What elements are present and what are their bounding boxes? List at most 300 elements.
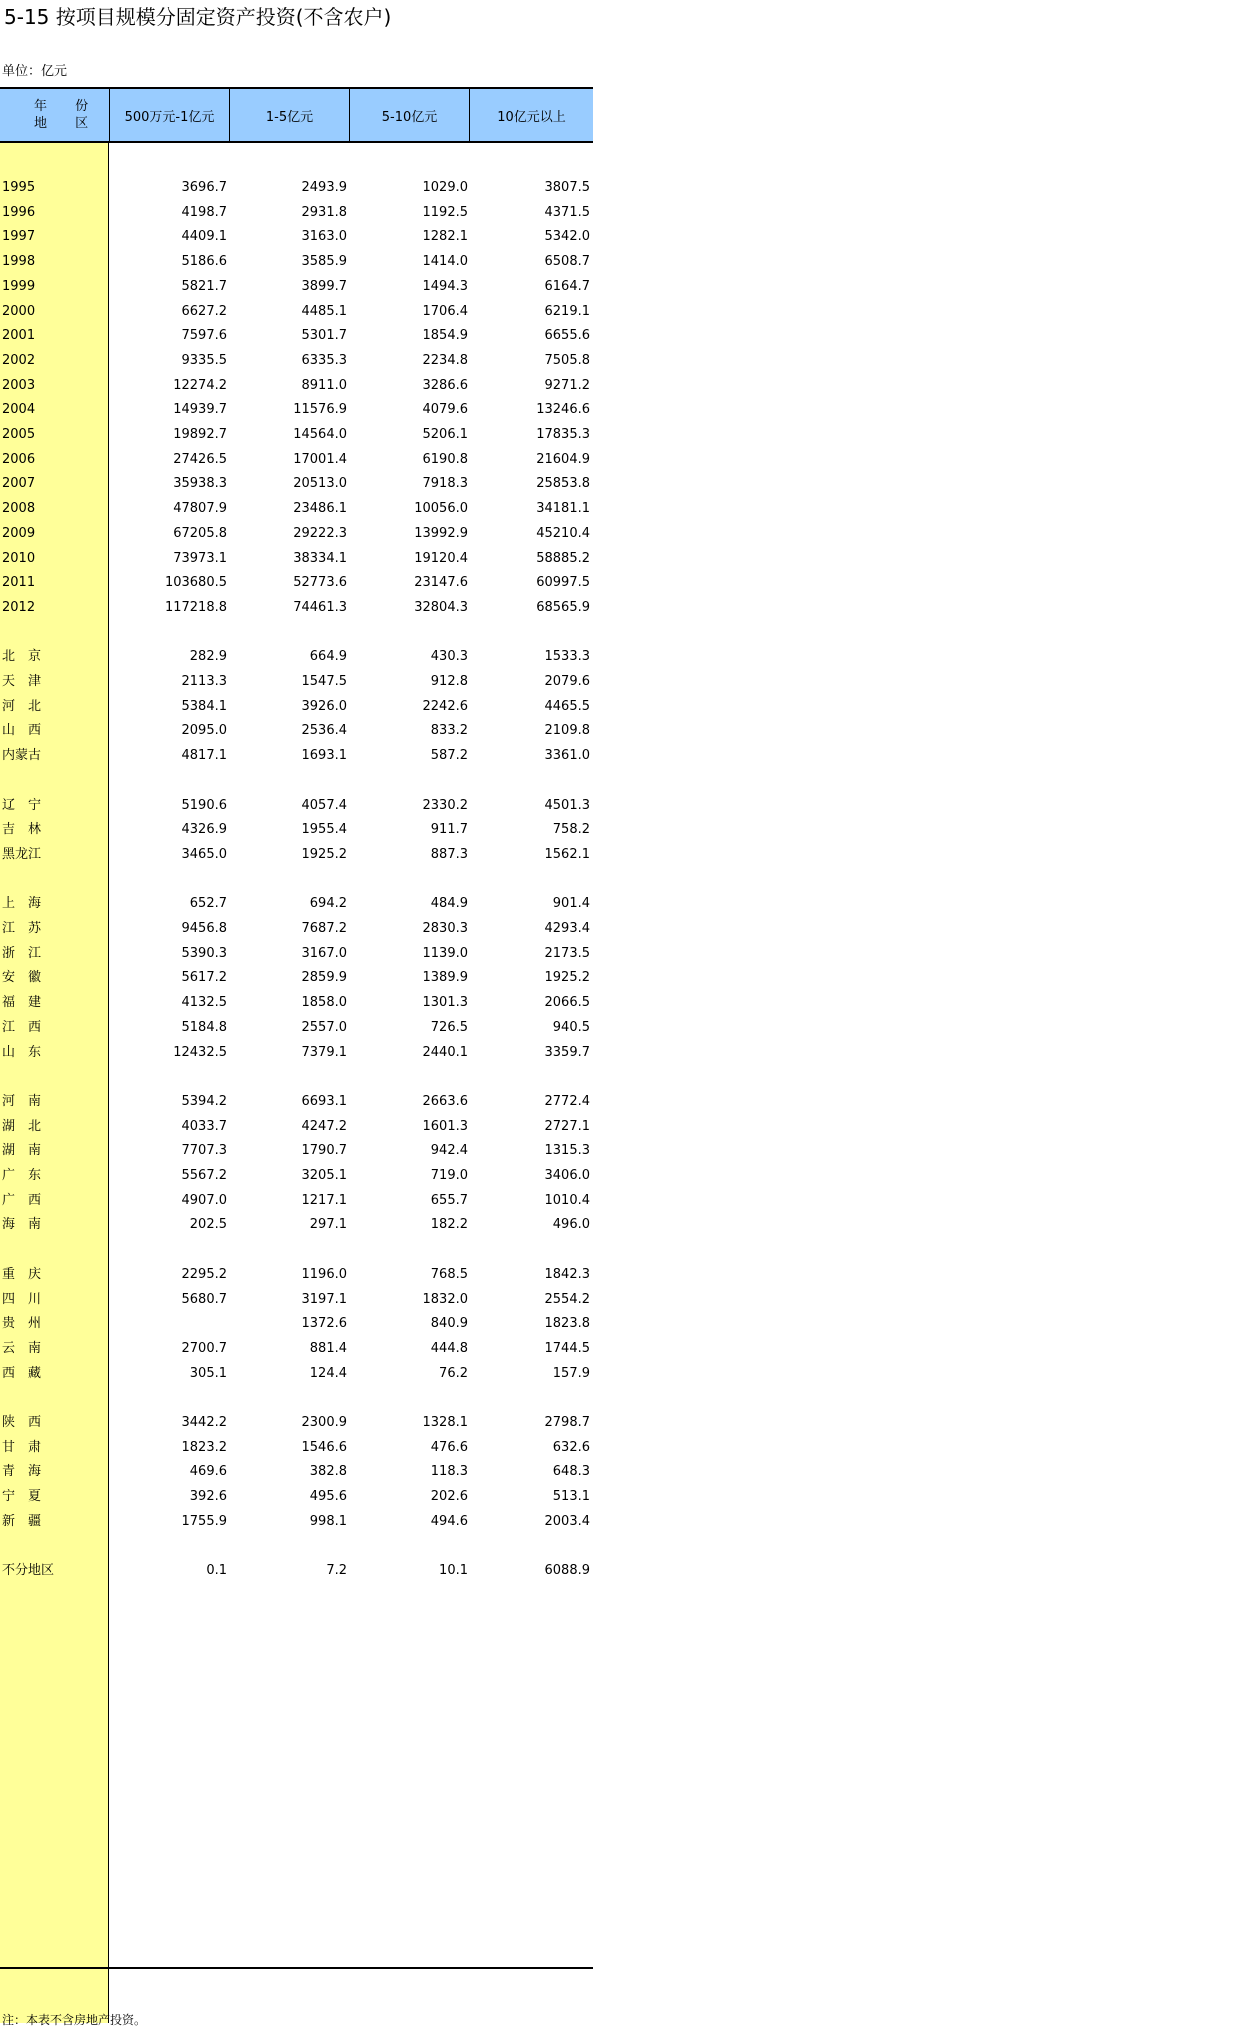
row-label: 2000 [2, 304, 36, 319]
cell-value: 1315.3 [544, 1143, 590, 1158]
cell-value: 469.6 [189, 1464, 227, 1479]
cell-value: 1562.1 [544, 847, 590, 862]
cell-value: 5206.1 [422, 427, 468, 442]
cell-value: 103680.5 [164, 575, 227, 590]
table-row [0, 376, 593, 396]
cell-value: 8911.0 [301, 378, 347, 393]
row-label: 2010 [2, 551, 36, 566]
cell-value: 10056.0 [414, 501, 468, 516]
cell-value: 2066.5 [544, 995, 590, 1010]
cell-value: 58885.2 [536, 551, 590, 566]
cell-value: 157.9 [552, 1366, 590, 1381]
table-body [0, 143, 593, 2023]
cell-value: 998.1 [309, 1514, 347, 1529]
cell-value: 1372.6 [301, 1316, 347, 1331]
cell-value: 1925.2 [301, 847, 347, 862]
cell-value: 496.0 [552, 1217, 590, 1232]
cell-value: 768.5 [430, 1267, 468, 1282]
cell-value: 4371.5 [544, 205, 590, 220]
cell-value: 5186.6 [181, 254, 227, 269]
cell-value: 840.9 [430, 1316, 468, 1331]
table-row [0, 1166, 593, 1186]
table-row [0, 1290, 593, 1310]
cell-value: 3163.0 [301, 229, 347, 244]
cell-value: 1029.0 [422, 180, 468, 195]
table-row [0, 178, 593, 198]
cell-value: 7505.8 [544, 353, 590, 368]
cell-value: 1196.0 [301, 1267, 347, 1282]
cell-value: 758.2 [552, 822, 590, 837]
cell-value: 2493.9 [301, 180, 347, 195]
cell-value: 1282.1 [422, 229, 468, 244]
row-label: 江 西 [2, 1020, 42, 1035]
table-row [0, 1141, 593, 1161]
cell-value: 3696.7 [181, 180, 227, 195]
cell-value: 940.5 [552, 1020, 590, 1035]
cell-value: 12432.5 [173, 1045, 227, 1060]
row-label: 广 西 [2, 1193, 42, 1208]
cell-value: 5821.7 [181, 279, 227, 294]
table-row [0, 400, 593, 420]
cell-value: 12274.2 [173, 378, 227, 393]
row-label: 1997 [2, 229, 36, 244]
table-row [0, 1561, 593, 1581]
cell-value: 1858.0 [301, 995, 347, 1010]
cell-value: 3167.0 [301, 946, 347, 961]
cell-value: 23486.1 [293, 501, 347, 516]
cell-value: 34181.1 [536, 501, 590, 516]
cell-value: 6219.1 [544, 304, 590, 319]
table-row [0, 573, 593, 593]
cell-value: 45210.4 [536, 526, 590, 541]
table-row [0, 721, 593, 741]
cell-value: 1706.4 [422, 304, 468, 319]
table-bottom-rule [0, 1967, 593, 1969]
cell-value: 25853.8 [536, 476, 590, 491]
table-row [0, 746, 593, 766]
row-label: 内蒙古 [2, 748, 42, 763]
cell-value: 648.3 [552, 1464, 590, 1479]
cell-value: 4501.3 [544, 798, 590, 813]
row-label: 2005 [2, 427, 36, 442]
cell-value: 20513.0 [293, 476, 347, 491]
cell-value: 1533.3 [544, 649, 590, 664]
table-row [0, 968, 593, 988]
table-row [0, 227, 593, 247]
cell-value: 942.4 [430, 1143, 468, 1158]
table-row [0, 425, 593, 445]
row-label: 宁 夏 [2, 1489, 42, 1504]
table-row [0, 1462, 593, 1482]
row-label: 2011 [2, 575, 36, 590]
table-row [0, 647, 593, 667]
row-label: 北 京 [2, 649, 42, 664]
cell-value: 13246.6 [536, 402, 590, 417]
row-label: 山 东 [2, 1045, 42, 1060]
cell-value: 5567.2 [181, 1168, 227, 1183]
cell-value: 4198.7 [181, 205, 227, 220]
cell-value: 9271.2 [544, 378, 590, 393]
cell-value: 17001.4 [293, 452, 347, 467]
cell-value: 4326.9 [181, 822, 227, 837]
cell-value: 2109.8 [544, 723, 590, 738]
cell-value: 3205.1 [301, 1168, 347, 1183]
cell-value: 3361.0 [544, 748, 590, 763]
cell-value: 1547.5 [301, 674, 347, 689]
cell-value: 1823.2 [181, 1440, 227, 1455]
cell-value: 3585.9 [301, 254, 347, 269]
table-row [0, 1191, 593, 1211]
table-row [0, 1092, 593, 1112]
cell-value: 887.3 [430, 847, 468, 862]
cell-value: 1546.6 [301, 1440, 347, 1455]
cell-value: 655.7 [430, 1193, 468, 1208]
table-row [0, 252, 593, 272]
cell-value: 664.9 [309, 649, 347, 664]
cell-value: 67205.8 [173, 526, 227, 541]
table-row [0, 697, 593, 717]
row-label: 1998 [2, 254, 36, 269]
cell-value: 0.1 [206, 1563, 227, 1578]
row-label: 青 海 [2, 1464, 42, 1479]
row-label: 2001 [2, 328, 36, 343]
cell-value: 1955.4 [301, 822, 347, 837]
cell-value: 2242.6 [422, 699, 468, 714]
table-row [0, 1487, 593, 1507]
cell-value: 5394.2 [181, 1094, 227, 1109]
cell-value: 444.8 [430, 1341, 468, 1356]
cell-value: 881.4 [309, 1341, 347, 1356]
table-row [0, 450, 593, 470]
header-year-label: 年 份 [34, 99, 101, 114]
cell-value: 2300.9 [301, 1415, 347, 1430]
cell-value: 5184.8 [181, 1020, 227, 1035]
cell-value: 52773.6 [293, 575, 347, 590]
cell-value: 2173.5 [544, 946, 590, 961]
cell-value: 4817.1 [181, 748, 227, 763]
cell-value: 10.1 [439, 1563, 468, 1578]
cell-value: 382.8 [309, 1464, 347, 1479]
row-label: 重 庆 [2, 1267, 42, 1282]
row-label: 四 川 [2, 1292, 42, 1307]
cell-value: 14939.7 [173, 402, 227, 417]
cell-value: 6655.6 [544, 328, 590, 343]
cell-value: 4293.4 [544, 921, 590, 936]
cell-value: 2079.6 [544, 674, 590, 689]
table-row [0, 894, 593, 914]
cell-value: 513.1 [552, 1489, 590, 1504]
row-label: 黑龙江 [2, 847, 42, 862]
table-row [0, 944, 593, 964]
row-label: 浙 江 [2, 946, 42, 961]
cell-value: 2440.1 [422, 1045, 468, 1060]
cell-value: 3899.7 [301, 279, 347, 294]
cell-value: 1601.3 [422, 1119, 468, 1134]
cell-value: 68565.9 [536, 600, 590, 615]
cell-value: 1389.9 [422, 970, 468, 985]
row-label: 福 建 [2, 995, 42, 1010]
cell-value: 19892.7 [173, 427, 227, 442]
row-label: 不分地区 [2, 1563, 55, 1578]
cell-value: 2798.7 [544, 1415, 590, 1430]
cell-value: 5617.2 [181, 970, 227, 985]
cell-value: 5342.0 [544, 229, 590, 244]
row-label: 吉 林 [2, 822, 42, 837]
row-label: 1999 [2, 279, 36, 294]
cell-value: 2772.4 [544, 1094, 590, 1109]
cell-value: 76.2 [439, 1366, 468, 1381]
cell-value: 2003.4 [544, 1514, 590, 1529]
cell-value: 494.6 [430, 1514, 468, 1529]
row-label: 陕 西 [2, 1415, 42, 1430]
cell-value: 1832.0 [422, 1292, 468, 1307]
cell-value: 2830.3 [422, 921, 468, 936]
row-label: 2002 [2, 353, 36, 368]
row-label: 云 南 [2, 1341, 42, 1356]
cell-value: 19120.4 [414, 551, 468, 566]
header-col-5-10y: 5-10亿元 [349, 89, 469, 141]
cell-value: 32804.3 [414, 600, 468, 615]
cell-value: 2554.2 [544, 1292, 590, 1307]
cell-value: 4079.6 [422, 402, 468, 417]
cell-value: 652.7 [189, 896, 227, 911]
cell-value: 2330.2 [422, 798, 468, 813]
cell-value: 1494.3 [422, 279, 468, 294]
cell-value: 5390.3 [181, 946, 227, 961]
cell-value: 6190.8 [422, 452, 468, 467]
row-label: 2008 [2, 501, 36, 516]
cell-value: 3926.0 [301, 699, 347, 714]
cell-value: 5301.7 [301, 328, 347, 343]
header-col-10y-plus: 10亿元以上 [469, 89, 593, 141]
cell-value: 6088.9 [544, 1563, 590, 1578]
cell-value: 21604.9 [536, 452, 590, 467]
cell-value: 5384.1 [181, 699, 227, 714]
cell-value: 2095.0 [181, 723, 227, 738]
cell-value: 297.1 [309, 1217, 347, 1232]
table-row [0, 919, 593, 939]
cell-value: 1693.1 [301, 748, 347, 763]
cell-value: 4247.2 [301, 1119, 347, 1134]
table-row [0, 351, 593, 371]
row-label: 广 东 [2, 1168, 42, 1183]
cell-value: 35938.3 [173, 476, 227, 491]
row-label: 2003 [2, 378, 36, 393]
cell-value: 4465.5 [544, 699, 590, 714]
cell-value: 3465.0 [181, 847, 227, 862]
cell-value: 3359.7 [544, 1045, 590, 1060]
cell-value: 3442.2 [181, 1415, 227, 1430]
table-row [0, 1413, 593, 1433]
cell-value: 9456.8 [181, 921, 227, 936]
cell-value: 476.6 [430, 1440, 468, 1455]
cell-value: 117218.8 [164, 600, 227, 615]
cell-value: 833.2 [430, 723, 468, 738]
row-label: 海 南 [2, 1217, 42, 1232]
table-row [0, 598, 593, 618]
cell-value: 1217.1 [301, 1193, 347, 1208]
cell-value: 7597.6 [181, 328, 227, 343]
row-label: 2012 [2, 600, 36, 615]
cell-value: 2557.0 [301, 1020, 347, 1035]
header-year-region [0, 89, 109, 141]
cell-value: 1842.3 [544, 1267, 590, 1282]
cell-value: 495.6 [309, 1489, 347, 1504]
cell-value: 4907.0 [181, 1193, 227, 1208]
cell-value: 60997.5 [536, 575, 590, 590]
header-col-1-5y: 1-5亿元 [229, 89, 349, 141]
table-row [0, 845, 593, 865]
cell-value: 3406.0 [544, 1168, 590, 1183]
cell-value: 2663.6 [422, 1094, 468, 1109]
cell-value: 74461.3 [293, 600, 347, 615]
row-label: 西 藏 [2, 1366, 42, 1381]
cell-value: 305.1 [189, 1366, 227, 1381]
cell-value: 4033.7 [181, 1119, 227, 1134]
cell-value: 911.7 [430, 822, 468, 837]
row-label: 贵 州 [2, 1316, 42, 1331]
cell-value: 1328.1 [422, 1415, 468, 1430]
cell-value: 1823.8 [544, 1316, 590, 1331]
table-row [0, 1364, 593, 1384]
cell-value: 2234.8 [422, 353, 468, 368]
table-row [0, 1117, 593, 1137]
cell-value: 7918.3 [422, 476, 468, 491]
cell-value: 124.4 [309, 1366, 347, 1381]
row-label: 湖 北 [2, 1119, 42, 1134]
cell-value: 7707.3 [181, 1143, 227, 1158]
cell-value: 901.4 [552, 896, 590, 911]
table-row [0, 1512, 593, 1532]
cell-value: 1790.7 [301, 1143, 347, 1158]
row-label: 上 海 [2, 896, 42, 911]
cell-value: 2727.1 [544, 1119, 590, 1134]
cell-value: 118.3 [430, 1464, 468, 1479]
cell-value: 29222.3 [293, 526, 347, 541]
cell-value: 38334.1 [293, 551, 347, 566]
cell-value: 4409.1 [181, 229, 227, 244]
cell-value: 430.3 [430, 649, 468, 664]
cell-value: 726.5 [430, 1020, 468, 1035]
table-row [0, 1438, 593, 1458]
row-label: 2007 [2, 476, 36, 491]
cell-value: 47807.9 [173, 501, 227, 516]
table-row [0, 277, 593, 297]
cell-value: 4057.4 [301, 798, 347, 813]
cell-value: 6164.7 [544, 279, 590, 294]
cell-value: 6627.2 [181, 304, 227, 319]
cell-value: 1414.0 [422, 254, 468, 269]
cell-value: 2859.9 [301, 970, 347, 985]
cell-value: 9335.5 [181, 353, 227, 368]
cell-value: 5190.6 [181, 798, 227, 813]
table-row [0, 302, 593, 322]
page-title: 5-15 按项目规模分固定资产投资(不含农户) [4, 5, 392, 29]
cell-value: 3807.5 [544, 180, 590, 195]
cell-value: 1192.5 [422, 205, 468, 220]
row-label: 2009 [2, 526, 36, 541]
row-label: 2004 [2, 402, 36, 417]
cell-value: 73973.1 [173, 551, 227, 566]
cell-value: 14564.0 [293, 427, 347, 442]
table-row [0, 1215, 593, 1235]
table-row [0, 549, 593, 569]
cell-value: 7687.2 [301, 921, 347, 936]
cell-value: 17835.3 [536, 427, 590, 442]
cell-value: 1854.9 [422, 328, 468, 343]
cell-value: 694.2 [309, 896, 347, 911]
cell-value: 11576.9 [293, 402, 347, 417]
table-row [0, 796, 593, 816]
cell-value: 719.0 [430, 1168, 468, 1183]
row-label: 江 苏 [2, 921, 42, 936]
table-row [0, 203, 593, 223]
cell-value: 182.2 [430, 1217, 468, 1232]
cell-value: 3286.6 [422, 378, 468, 393]
cell-value: 2700.7 [181, 1341, 227, 1356]
cell-value: 2536.4 [301, 723, 347, 738]
cell-value: 1139.0 [422, 946, 468, 961]
cell-value: 7.2 [326, 1563, 347, 1578]
cell-value: 2113.3 [181, 674, 227, 689]
cell-value: 587.2 [430, 748, 468, 763]
table-row [0, 1314, 593, 1334]
cell-value: 392.6 [189, 1489, 227, 1504]
table-row [0, 1018, 593, 1038]
cell-value: 23147.6 [414, 575, 468, 590]
cell-value: 4132.5 [181, 995, 227, 1010]
table-row [0, 1339, 593, 1359]
row-label: 安 徽 [2, 970, 42, 985]
cell-value: 282.9 [189, 649, 227, 664]
cell-value: 4485.1 [301, 304, 347, 319]
row-label: 1996 [2, 205, 36, 220]
table-row [0, 524, 593, 544]
table-header [0, 87, 593, 143]
row-label: 甘 肃 [2, 1440, 42, 1455]
row-label: 天 津 [2, 674, 42, 689]
cell-value: 2931.8 [301, 205, 347, 220]
header-region-label: 地 区 [34, 116, 101, 131]
footnote: 注：本表不含房地产投资。 [2, 2013, 147, 2027]
cell-value: 6693.1 [301, 1094, 347, 1109]
cell-value: 202.6 [430, 1489, 468, 1504]
row-label: 辽 宁 [2, 798, 42, 813]
cell-value: 202.5 [189, 1217, 227, 1232]
cell-value: 1301.3 [422, 995, 468, 1010]
unit-label: 单位：亿元 [2, 64, 68, 79]
table-row [0, 326, 593, 346]
cell-value: 3197.1 [301, 1292, 347, 1307]
row-label: 河 北 [2, 699, 42, 714]
cell-value: 632.6 [552, 1440, 590, 1455]
cell-value: 5680.7 [181, 1292, 227, 1307]
cell-value: 6508.7 [544, 254, 590, 269]
table-row [0, 499, 593, 519]
table-row [0, 1043, 593, 1063]
data-table [0, 87, 593, 2023]
cell-value: 1925.2 [544, 970, 590, 985]
row-label: 河 南 [2, 1094, 42, 1109]
table-row [0, 1265, 593, 1285]
cell-value: 1010.4 [544, 1193, 590, 1208]
table-row [0, 672, 593, 692]
row-label: 2006 [2, 452, 36, 467]
table-row [0, 474, 593, 494]
cell-value: 1744.5 [544, 1341, 590, 1356]
table-row [0, 820, 593, 840]
row-label: 1995 [2, 180, 36, 195]
